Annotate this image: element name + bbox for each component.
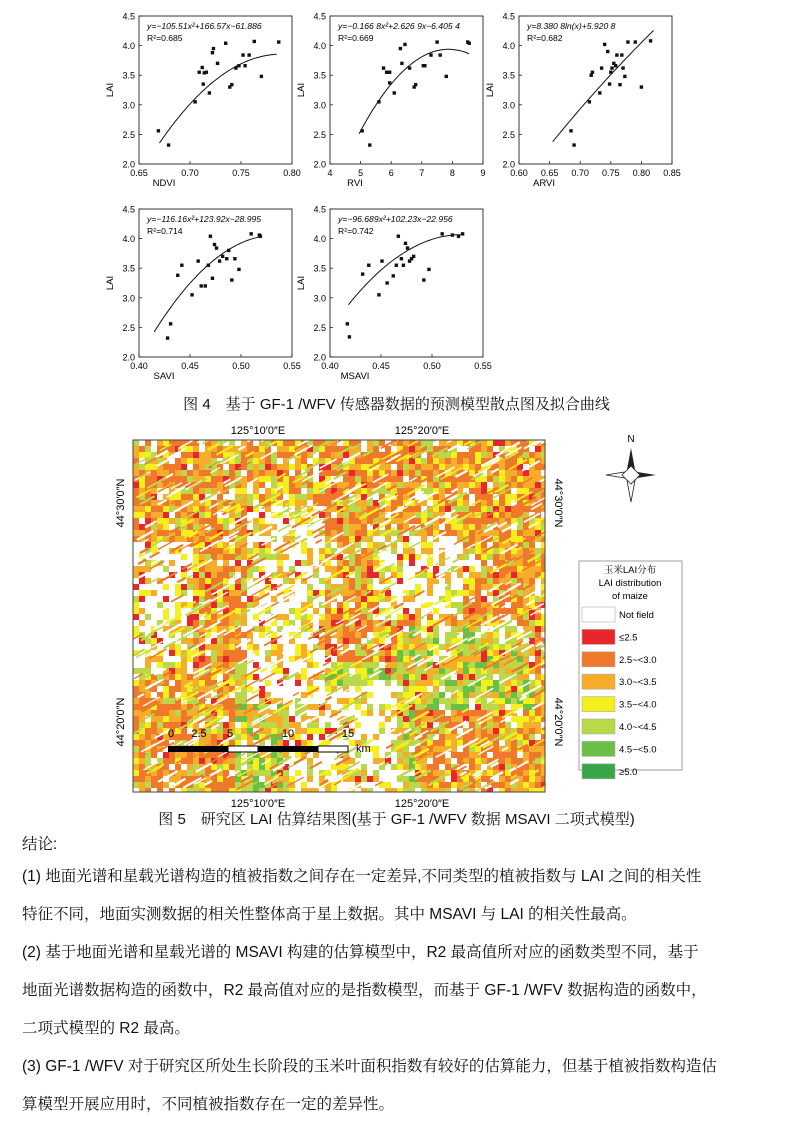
x-tick-label: 0.45	[372, 361, 390, 371]
data-point	[221, 255, 224, 258]
data-point	[361, 272, 364, 275]
data-point	[260, 75, 263, 78]
data-point	[569, 129, 572, 132]
legend-title-en2: of maize	[612, 591, 648, 602]
x-axis-label: NDVI	[152, 178, 176, 189]
x-tick-label: 0.40	[130, 361, 148, 371]
data-point	[382, 66, 385, 69]
data-point	[200, 284, 203, 287]
y-tick-label: 3.0	[122, 293, 135, 304]
data-point	[230, 278, 233, 281]
data-point	[197, 71, 200, 74]
data-point	[388, 81, 391, 84]
x-tick-label: 4	[327, 168, 333, 178]
legend-item-label: 4.5~<5.0	[619, 744, 657, 756]
data-point	[377, 293, 380, 296]
data-point	[243, 64, 246, 67]
x-tick-label: 0.75	[232, 168, 250, 178]
figure-5-lai-map	[0, 420, 793, 810]
y-axis-label: LAI	[105, 82, 116, 98]
legend-item-label: 3.0~<3.5	[619, 677, 657, 689]
y-tick-label: 4.5	[313, 204, 326, 215]
data-point	[400, 257, 403, 260]
x-tick-label: 0.65	[130, 168, 148, 178]
legend-title-cn: 玉米LAI分布	[603, 565, 657, 576]
y-axis-label: LAI	[296, 82, 307, 98]
data-point	[590, 74, 593, 77]
data-point	[621, 66, 624, 69]
legend-item-label: 3.5~<4.0	[619, 699, 657, 711]
r-squared: R²=0.685	[147, 33, 183, 43]
scatter-panel-ndvi	[105, 12, 301, 190]
data-point	[626, 40, 629, 43]
x-tick-label: 9	[480, 168, 486, 178]
data-point	[600, 66, 603, 69]
x-tick-label: 0.70	[571, 168, 589, 178]
data-point	[445, 75, 448, 78]
data-point	[408, 66, 411, 69]
data-point	[591, 71, 594, 74]
data-point	[608, 82, 611, 85]
x-tick-label: 0.60	[510, 168, 528, 178]
regression-equation: y=−96.689x²+102.23x−22.956	[338, 214, 453, 224]
data-point	[176, 274, 179, 277]
conclusion-heading: 结论:	[22, 836, 58, 853]
legend-item-label: Not field	[619, 610, 654, 621]
data-point	[346, 322, 349, 325]
legend-swatch	[582, 629, 615, 644]
data-point	[399, 47, 402, 50]
y-tick-label: 3.0	[502, 100, 515, 111]
data-point	[423, 64, 426, 67]
scatter-panel-arvi	[485, 12, 681, 190]
data-point	[400, 62, 403, 65]
data-point	[360, 129, 363, 132]
conclusion-p2-line3: 二项式模型的 R2 最高。	[22, 1020, 190, 1037]
r-squared: R²=0.682	[527, 33, 563, 43]
data-point	[224, 42, 227, 45]
y-tick-label: 3.5	[122, 70, 135, 81]
data-point	[451, 233, 454, 236]
data-point	[180, 264, 183, 267]
fit-curve	[359, 49, 469, 134]
data-point	[606, 50, 609, 53]
data-point	[414, 83, 417, 86]
data-point	[218, 259, 221, 262]
y-tick-label: 4.5	[313, 11, 326, 22]
lat-label-right-top: 44°30′0″N	[552, 478, 564, 528]
y-tick-label: 2.0	[313, 352, 326, 363]
conclusion-p2-line2: 地面光谱数据构造的函数中，R2 最高值对应的是指数模型，而基于 GF-1 /WFV 数据构造的函数中，	[22, 982, 707, 999]
y-tick-label: 3.5	[313, 70, 326, 81]
data-point	[367, 264, 370, 267]
lon-label-bottom-right: 125°20′0″E	[394, 798, 450, 810]
scale-tick-0: 0	[167, 728, 175, 740]
x-tick-label: 0.85	[663, 168, 681, 178]
lat-label-left-bottom: 44°20′0″N	[115, 697, 127, 747]
data-point	[277, 40, 280, 43]
y-tick-label: 3.5	[122, 263, 135, 274]
legend-swatch	[582, 741, 615, 756]
data-point	[157, 129, 160, 132]
data-point	[609, 71, 612, 74]
data-point	[385, 281, 388, 284]
x-tick-label: 0.70	[181, 168, 199, 178]
figure-4-scatter-plots	[0, 0, 793, 390]
data-point	[385, 71, 388, 74]
y-tick-label: 4.0	[313, 41, 326, 52]
lat-label-right-bottom: 44°20′0″N	[552, 697, 564, 747]
x-tick-label: 0.50	[232, 361, 250, 371]
data-point	[225, 257, 228, 260]
data-point	[250, 232, 253, 235]
x-tick-label: 5	[358, 168, 364, 178]
x-tick-label: 8	[449, 168, 455, 178]
data-point	[212, 47, 215, 50]
y-tick-label: 4.0	[122, 41, 135, 52]
lon-label-top-left: 125°10′0″E	[230, 425, 286, 437]
y-tick-label: 3.0	[313, 100, 326, 111]
scale-unit: km	[356, 743, 371, 755]
conclusion-p1-line2: 特征不同，地面实测数据的相关性整体高于星上数据。其中 MSAVI 与 LAI 的相关性最高。	[22, 906, 637, 923]
data-point	[435, 40, 438, 43]
legend-swatch	[582, 719, 615, 734]
regression-equation: y=−116.16x²+123.92x−28.995	[147, 214, 262, 224]
x-tick-label: 0.40	[321, 361, 339, 371]
conclusion-p2-line1: (2) 基于地面光谱和星载光谱的 MSAVI 构建的估算模型中，R2 最高值所对应的函数类型不同，基于	[22, 944, 699, 961]
data-point	[253, 40, 256, 43]
x-tick-label: 0.55	[283, 361, 301, 371]
y-tick-label: 2.0	[502, 159, 515, 170]
data-point	[207, 264, 210, 267]
data-point	[211, 51, 214, 54]
data-point	[237, 64, 240, 67]
data-point	[393, 91, 396, 94]
conclusion-body	[22, 858, 777, 1124]
legend-swatch	[582, 652, 615, 667]
data-point	[202, 82, 205, 85]
legend-item-label: ≥5.0	[619, 766, 638, 778]
r-squared: R²=0.714	[147, 226, 183, 236]
legend-swatch	[582, 607, 615, 622]
data-point	[196, 259, 199, 262]
scatter-panel-savi	[105, 205, 301, 383]
data-point	[634, 40, 637, 43]
data-point	[241, 53, 244, 56]
data-point	[348, 335, 351, 338]
regression-equation: y=−0.166 8x²+2.626 9x−6.405 4	[338, 21, 460, 31]
data-point	[649, 39, 652, 42]
conclusion-p1-line1: (1) 地面光谱和星载光谱构造的植被指数之间存在一定差异,不同类型的植被指数与 LAI 之间的相关性	[22, 868, 702, 885]
x-tick-label: 0.50	[423, 361, 441, 371]
data-point	[233, 257, 236, 260]
data-point	[412, 255, 415, 258]
data-point	[438, 53, 441, 56]
data-point	[169, 322, 172, 325]
data-point	[620, 53, 623, 56]
r-squared: R²=0.669	[338, 33, 374, 43]
x-tick-label: 6	[388, 168, 394, 178]
north-label: N	[627, 434, 635, 445]
legend-item-label: 4.0~<4.5	[619, 722, 657, 733]
data-point	[402, 264, 405, 267]
data-point	[193, 100, 196, 103]
data-point	[603, 43, 606, 46]
figure-4-caption: 图 4 基于 GF-1 /WFV 传感器数据的预测模型散点图及拟合曲线	[183, 396, 610, 413]
y-tick-label: 2.5	[122, 322, 135, 333]
data-point	[614, 64, 617, 67]
x-axis-label: MSAVI	[340, 371, 370, 382]
data-point	[457, 235, 460, 238]
data-point	[640, 85, 643, 88]
y-axis-label: LAI	[105, 275, 116, 291]
data-point	[380, 259, 383, 262]
data-point	[247, 53, 250, 56]
data-point	[397, 235, 400, 238]
figure-5-caption: 图 5 研究区 LAI 估算结果图(基于 GF-1 /WFV 数据 MSAVI 二项式模型)	[158, 811, 635, 828]
scale-tick-4: 15	[341, 728, 355, 740]
data-point	[166, 336, 169, 339]
data-point	[610, 66, 613, 69]
data-point	[403, 43, 406, 46]
y-tick-label: 4.5	[502, 11, 515, 22]
y-tick-label: 2.0	[122, 352, 135, 363]
north-arrow-icon	[606, 448, 656, 502]
x-axis-label: SAVI	[153, 371, 175, 382]
lon-label-bottom-left: 125°10′0″E	[230, 798, 286, 810]
fit-curve	[348, 235, 462, 305]
data-point	[461, 232, 464, 235]
map-legend	[579, 561, 682, 779]
data-point	[572, 143, 575, 146]
data-point	[406, 246, 409, 249]
data-point	[205, 71, 208, 74]
regression-equation: y=−105.51x²+166.57x−61.886	[147, 21, 262, 31]
y-tick-label: 2.5	[313, 129, 326, 140]
y-tick-label: 4.0	[313, 234, 326, 245]
data-point	[211, 277, 214, 280]
x-tick-label: 0.55	[474, 361, 492, 371]
data-point	[215, 246, 218, 249]
scatter-panel-msavi	[296, 205, 492, 383]
data-point	[618, 83, 621, 86]
y-tick-label: 2.5	[122, 129, 135, 140]
data-point	[213, 243, 216, 246]
scale-tick-2: 5	[226, 728, 234, 740]
data-point	[234, 66, 237, 69]
data-point	[377, 100, 380, 103]
lon-label-top-right: 125°20′0″E	[394, 425, 450, 437]
legend-swatch	[582, 764, 615, 779]
x-tick-label: 0.75	[602, 168, 620, 178]
scale-tick-3: 10	[281, 728, 295, 740]
y-tick-label: 2.5	[313, 322, 326, 333]
y-tick-label: 2.0	[313, 159, 326, 170]
y-tick-label: 3.5	[502, 70, 515, 81]
r-squared: R²=0.742	[338, 226, 374, 236]
legend-swatch	[582, 674, 615, 689]
data-point	[259, 235, 262, 238]
conclusion-p3-line1: (3) GF-1 /WFV 对于研究区所处生长阶段的玉米叶面积指数有较好的估算能力，但基于植被指数构造估	[22, 1058, 717, 1075]
y-tick-label: 2.5	[502, 129, 515, 140]
data-point	[388, 71, 391, 74]
scatter-panel-rvi	[296, 12, 486, 190]
scale-tick-1: 2.5	[191, 728, 207, 740]
data-point	[216, 62, 219, 65]
data-point	[441, 232, 444, 235]
data-point	[209, 235, 212, 238]
fit-curve	[159, 54, 276, 143]
regression-equation: y=8.380 8ln(x)+5.920 8	[527, 21, 616, 31]
data-point	[468, 42, 471, 45]
y-axis-label: LAI	[485, 82, 496, 98]
data-point	[227, 249, 230, 252]
data-point	[368, 143, 371, 146]
data-point	[429, 53, 432, 56]
x-tick-label: 7	[419, 168, 425, 178]
data-point	[237, 268, 240, 271]
fit-curve	[154, 237, 261, 332]
legend-title-en1: LAI distribution	[598, 578, 662, 589]
data-point	[598, 91, 601, 94]
x-tick-label: 0.80	[283, 168, 301, 178]
data-point	[201, 66, 204, 69]
x-tick-label: 0.45	[181, 361, 199, 371]
data-point	[427, 268, 430, 271]
data-point	[588, 100, 591, 103]
y-tick-label: 4.0	[502, 41, 515, 52]
legend-item-label: 2.5~<3.0	[619, 654, 657, 666]
conclusion-p3-line2: 算模型开展应用时，不同植被指数存在一定的差异性。	[22, 1096, 395, 1113]
data-point	[208, 91, 211, 94]
y-axis-label: LAI	[296, 275, 307, 291]
data-point	[623, 75, 626, 78]
data-point	[230, 83, 233, 86]
y-tick-label: 3.5	[313, 263, 326, 274]
y-tick-label: 3.0	[122, 100, 135, 111]
legend-item-label: ≤2.5	[619, 632, 638, 644]
data-point	[404, 242, 407, 245]
y-tick-label: 2.0	[122, 159, 135, 170]
x-axis-label: ARVI	[532, 178, 556, 189]
lat-label-left-top: 44°30′0″N	[115, 478, 127, 528]
data-point	[167, 143, 170, 146]
y-tick-label: 4.0	[122, 234, 135, 245]
x-axis-label: RVI	[347, 178, 363, 189]
data-point	[392, 274, 395, 277]
y-tick-label: 4.5	[122, 11, 135, 22]
data-point	[422, 278, 425, 281]
x-tick-label: 0.80	[632, 168, 651, 178]
y-tick-label: 4.5	[122, 204, 135, 215]
data-point	[395, 264, 398, 267]
data-point	[190, 293, 193, 296]
x-tick-label: 0.65	[540, 168, 559, 178]
fit-curve	[553, 30, 654, 142]
data-point	[615, 53, 618, 56]
legend-swatch	[582, 697, 615, 712]
data-point	[204, 284, 207, 287]
y-tick-label: 3.0	[313, 293, 326, 304]
